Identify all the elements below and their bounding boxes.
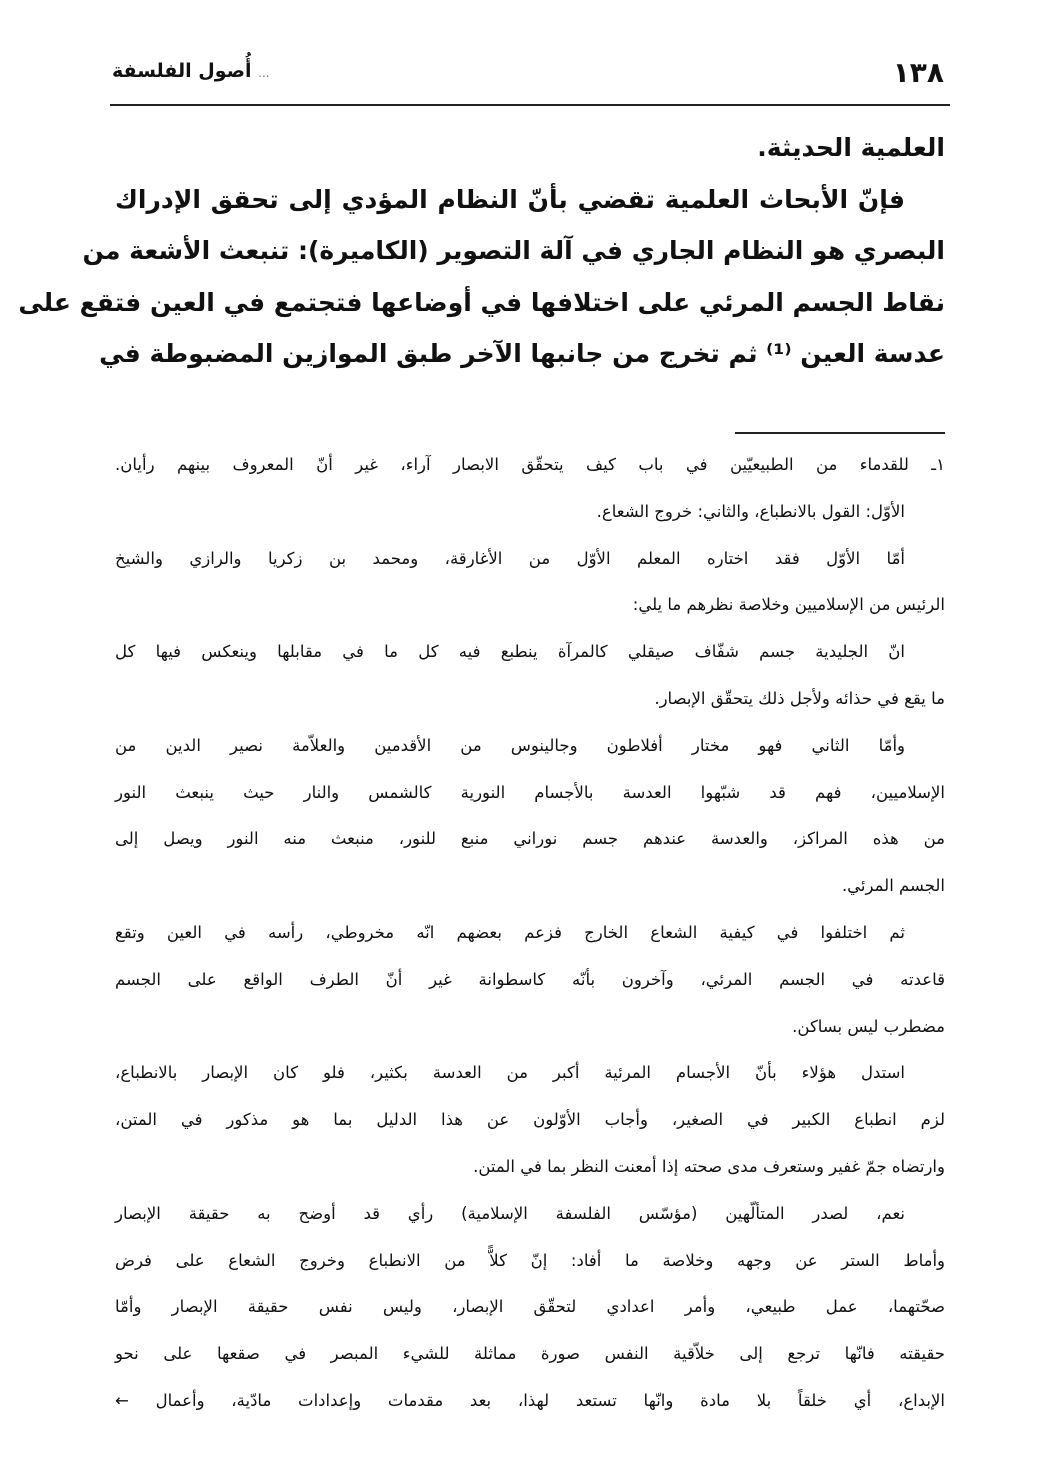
header-rule [110, 104, 950, 106]
footnote-line: قاعدته في الجسم المرئي، وآخرون بأنّه كاسطوانة غير أنّ الطرف الواقع على الجسم [115, 969, 945, 989]
footnote-line: من هذه المراكز، والعدسة عندهم جسم نوراني منبع للنور، منبعث منه النور ويصل إلى [115, 829, 945, 849]
footnote-line: الرئيس من الإسلاميين وخلاصة نظرهم ما يلي: [632, 595, 945, 615]
footnote-line: أمّا الأوّل فقد اختاره المعلم الأوّل من الأغارقة، ومحمد بن زكريا والرازي والشيخ [115, 548, 905, 568]
footnote-line: الإبداع، أي خلقاً بلا مادة وانّها تستعد لهذا، بعد مقدمات وإعدادات مادّية، وأعمال ← [115, 1391, 945, 1410]
footnote-line: الإسلاميين، فهم قد شبّهوا العدسة بالأجسام النورية كالشمس والنار حيث ينبعث النور [115, 782, 945, 802]
main-text-line: العلمية الحديثة. [757, 133, 945, 162]
footnote-line: الأوّل: القول بالانطباع، والثاني: خروج الشعاع. [596, 501, 905, 521]
footnote-line: حقيقته فانّها ترجع إلى خلاّقية النفس صورة مماثلة للشيء المبصر في صقعها على نحو [115, 1344, 945, 1364]
footnote-line: نعم، لصدر المتألّهين (مؤسّس الفلسفة الإسلامية) رأي قد أوضح به حقيقة الإبصار [115, 1203, 905, 1223]
footnote-line: ما يقع في حذائه ولأجل ذلك يتحقّق الإبصار. [654, 689, 945, 708]
footnote-line: لزم انطباع الكبير في الصغير، وأجاب الأوّلون عن هذا الدليل بما هو مذكور في المتن، [115, 1110, 945, 1130]
page-number: ١٣٨ [892, 56, 944, 89]
main-text-line: فإنّ الأبحاث العلمية تقضي بأنّ النظام المؤدي إلى تحقق الإدراك [115, 184, 905, 214]
footnote-line: وأمّا الثاني فهو مختار أفلاطون وجالينوس من الأقدمين والعلاّمة نصير الدين من [115, 735, 905, 755]
footnote-line: وأماط الستر عن وجهه وخلاصة ما أفاد: إنّ كلاًّ من الانطباع وخروج الشعاع على فرض [115, 1250, 945, 1270]
footnote-line: صحّتهما، عمل طبيعي، وأمر اعدادي لتحقّق الإبصار، وليس نفس حقيقة الإبصار وأمّا [115, 1297, 945, 1317]
footnote-line: استدل هؤلاء بأنّ الأجسام المرئية أكبر من العدسة بكثير، فلو كان الإبصار بالانطباع، [115, 1063, 905, 1083]
main-text-line: عدسة العين ⁽¹⁾ ثم تخرج من جانبها الآخر طبق الموازين المضبوطة في [99, 339, 945, 368]
footnote-line: انّ الجليدية جسم شفّاف صيقلي كالمرآة ينطبع فيه كل ما في مقابلها وينعكس فيها كل [115, 642, 905, 662]
main-text-line: البصري هو النظام الجاري في آلة التصوير (الكاميرة): تنبعث الأشعة من [82, 236, 945, 265]
footnote-line: ١ـ للقدماء من الطبيعيّين في باب كيف يتحقّق الابصار آراء، غير أنّ المعروف بينهم رأيان. [115, 455, 945, 474]
footnote-line: وارتضاه جمّ غفير وستعرف مدى صحته إذا أمعنت النظر بما في المتن. [473, 1157, 945, 1176]
book-title: أُصول الفلسفة [112, 60, 252, 82]
footnote-line: مضطرب ليس بساكن. [792, 1016, 945, 1036]
title-dots: ... [258, 66, 270, 80]
main-text-line: نقاط الجسم المرئي على اختلافها في أوضاعها فتجتمع في العين فتقع على [18, 287, 945, 317]
running-title [112, 60, 270, 82]
footnote-separator [735, 432, 945, 434]
footnote-line: الجسم المرئي. [841, 876, 945, 896]
footnote-line: ثم اختلفوا في كيفية الشعاع الخارج فزعم بعضهم انّه مخروطي، رأسه في العين وتقع [115, 923, 905, 942]
